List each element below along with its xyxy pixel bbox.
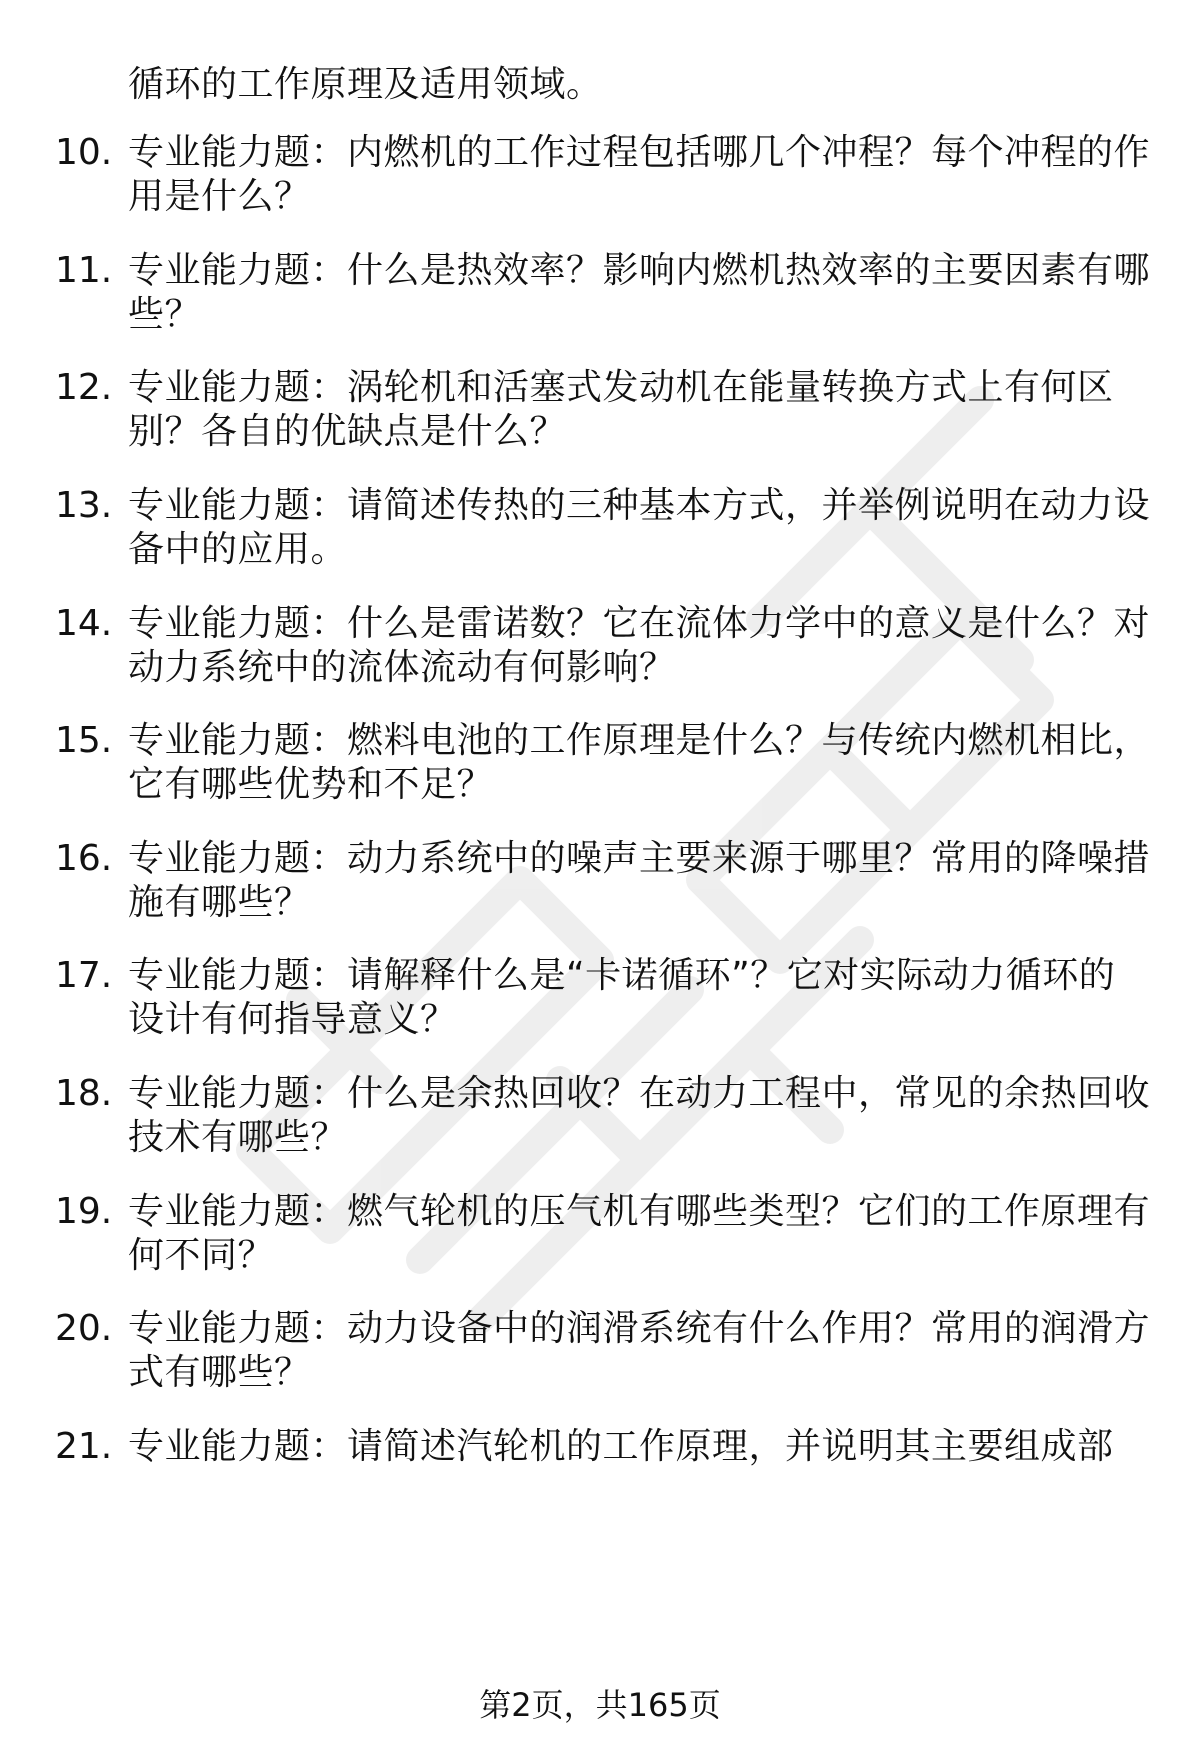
question-number: 10.	[55, 132, 113, 173]
question-text-line2: 设计有何指导意义？	[128, 999, 457, 1040]
intro-continuation: 循环的工作原理及适用领域。	[128, 64, 603, 105]
question-text-line1: 专业能力题：什么是热效率？影响内燃机热效率的主要因素有哪	[128, 250, 1151, 291]
question-text-line1: 专业能力题：什么是余热回收？在动力工程中，常见的余热回收	[128, 1073, 1151, 1114]
question-number: 20.	[55, 1308, 113, 1349]
question-text-line1: 专业能力题：动力设备中的润滑系统有什么作用？常用的润滑方	[128, 1308, 1151, 1349]
question-text-line1: 专业能力题：请简述汽轮机的工作原理，并说明其主要组成部	[128, 1426, 1114, 1467]
question-text-line1: 专业能力题：涡轮机和活塞式发动机在能量转换方式上有何区	[128, 367, 1114, 408]
question-text-line2: 技术有哪些？	[128, 1117, 348, 1158]
question-text-line1: 专业能力题：请解释什么是“卡诺循环”？它对实际动力循环的	[128, 955, 1116, 996]
question-number: 14.	[55, 603, 113, 644]
question-text-line2: 别？各自的优缺点是什么？	[128, 411, 567, 452]
question-number: 12.	[55, 367, 113, 408]
question-text-line1: 专业能力题：燃料电池的工作原理是什么？与传统内燃机相比，	[128, 720, 1151, 761]
question-number: 17.	[55, 955, 113, 996]
question-number: 15.	[55, 720, 113, 761]
page-footer: 第2页，共165页	[479, 1686, 721, 1724]
question-text-line1: 专业能力题：内燃机的工作过程包括哪几个冲程？每个冲程的作	[128, 132, 1151, 173]
question-number: 21.	[55, 1426, 113, 1467]
question-text-line2: 施有哪些？	[128, 882, 311, 923]
question-text-line2: 用是什么？	[128, 176, 311, 217]
question-text-line2: 备中的应用。	[128, 529, 348, 570]
question-number: 19.	[55, 1191, 113, 1232]
question-text-line2: 式有哪些？	[128, 1352, 311, 1393]
question-text-line2: 动力系统中的流体流动有何影响？	[128, 647, 676, 688]
question-text-line1: 专业能力题：什么是雷诺数？它在流体力学中的意义是什么？对	[128, 603, 1151, 644]
question-text-line1: 专业能力题：动力系统中的噪声主要来源于哪里？常用的降噪措	[128, 838, 1151, 879]
question-number: 13.	[55, 485, 113, 526]
question-text-line2: 些？	[128, 294, 202, 335]
question-text-line2: 它有哪些优势和不足？	[128, 764, 494, 805]
question-number: 11.	[55, 250, 113, 291]
question-number: 18.	[55, 1073, 113, 1114]
question-text-line1: 专业能力题：燃气轮机的压气机有哪些类型？它们的工作原理有	[128, 1191, 1151, 1232]
question-text-line2: 何不同？	[128, 1235, 275, 1276]
question-text-line1: 专业能力题：请简述传热的三种基本方式，并举例说明在动力设	[128, 485, 1151, 526]
question-number: 16.	[55, 838, 113, 879]
